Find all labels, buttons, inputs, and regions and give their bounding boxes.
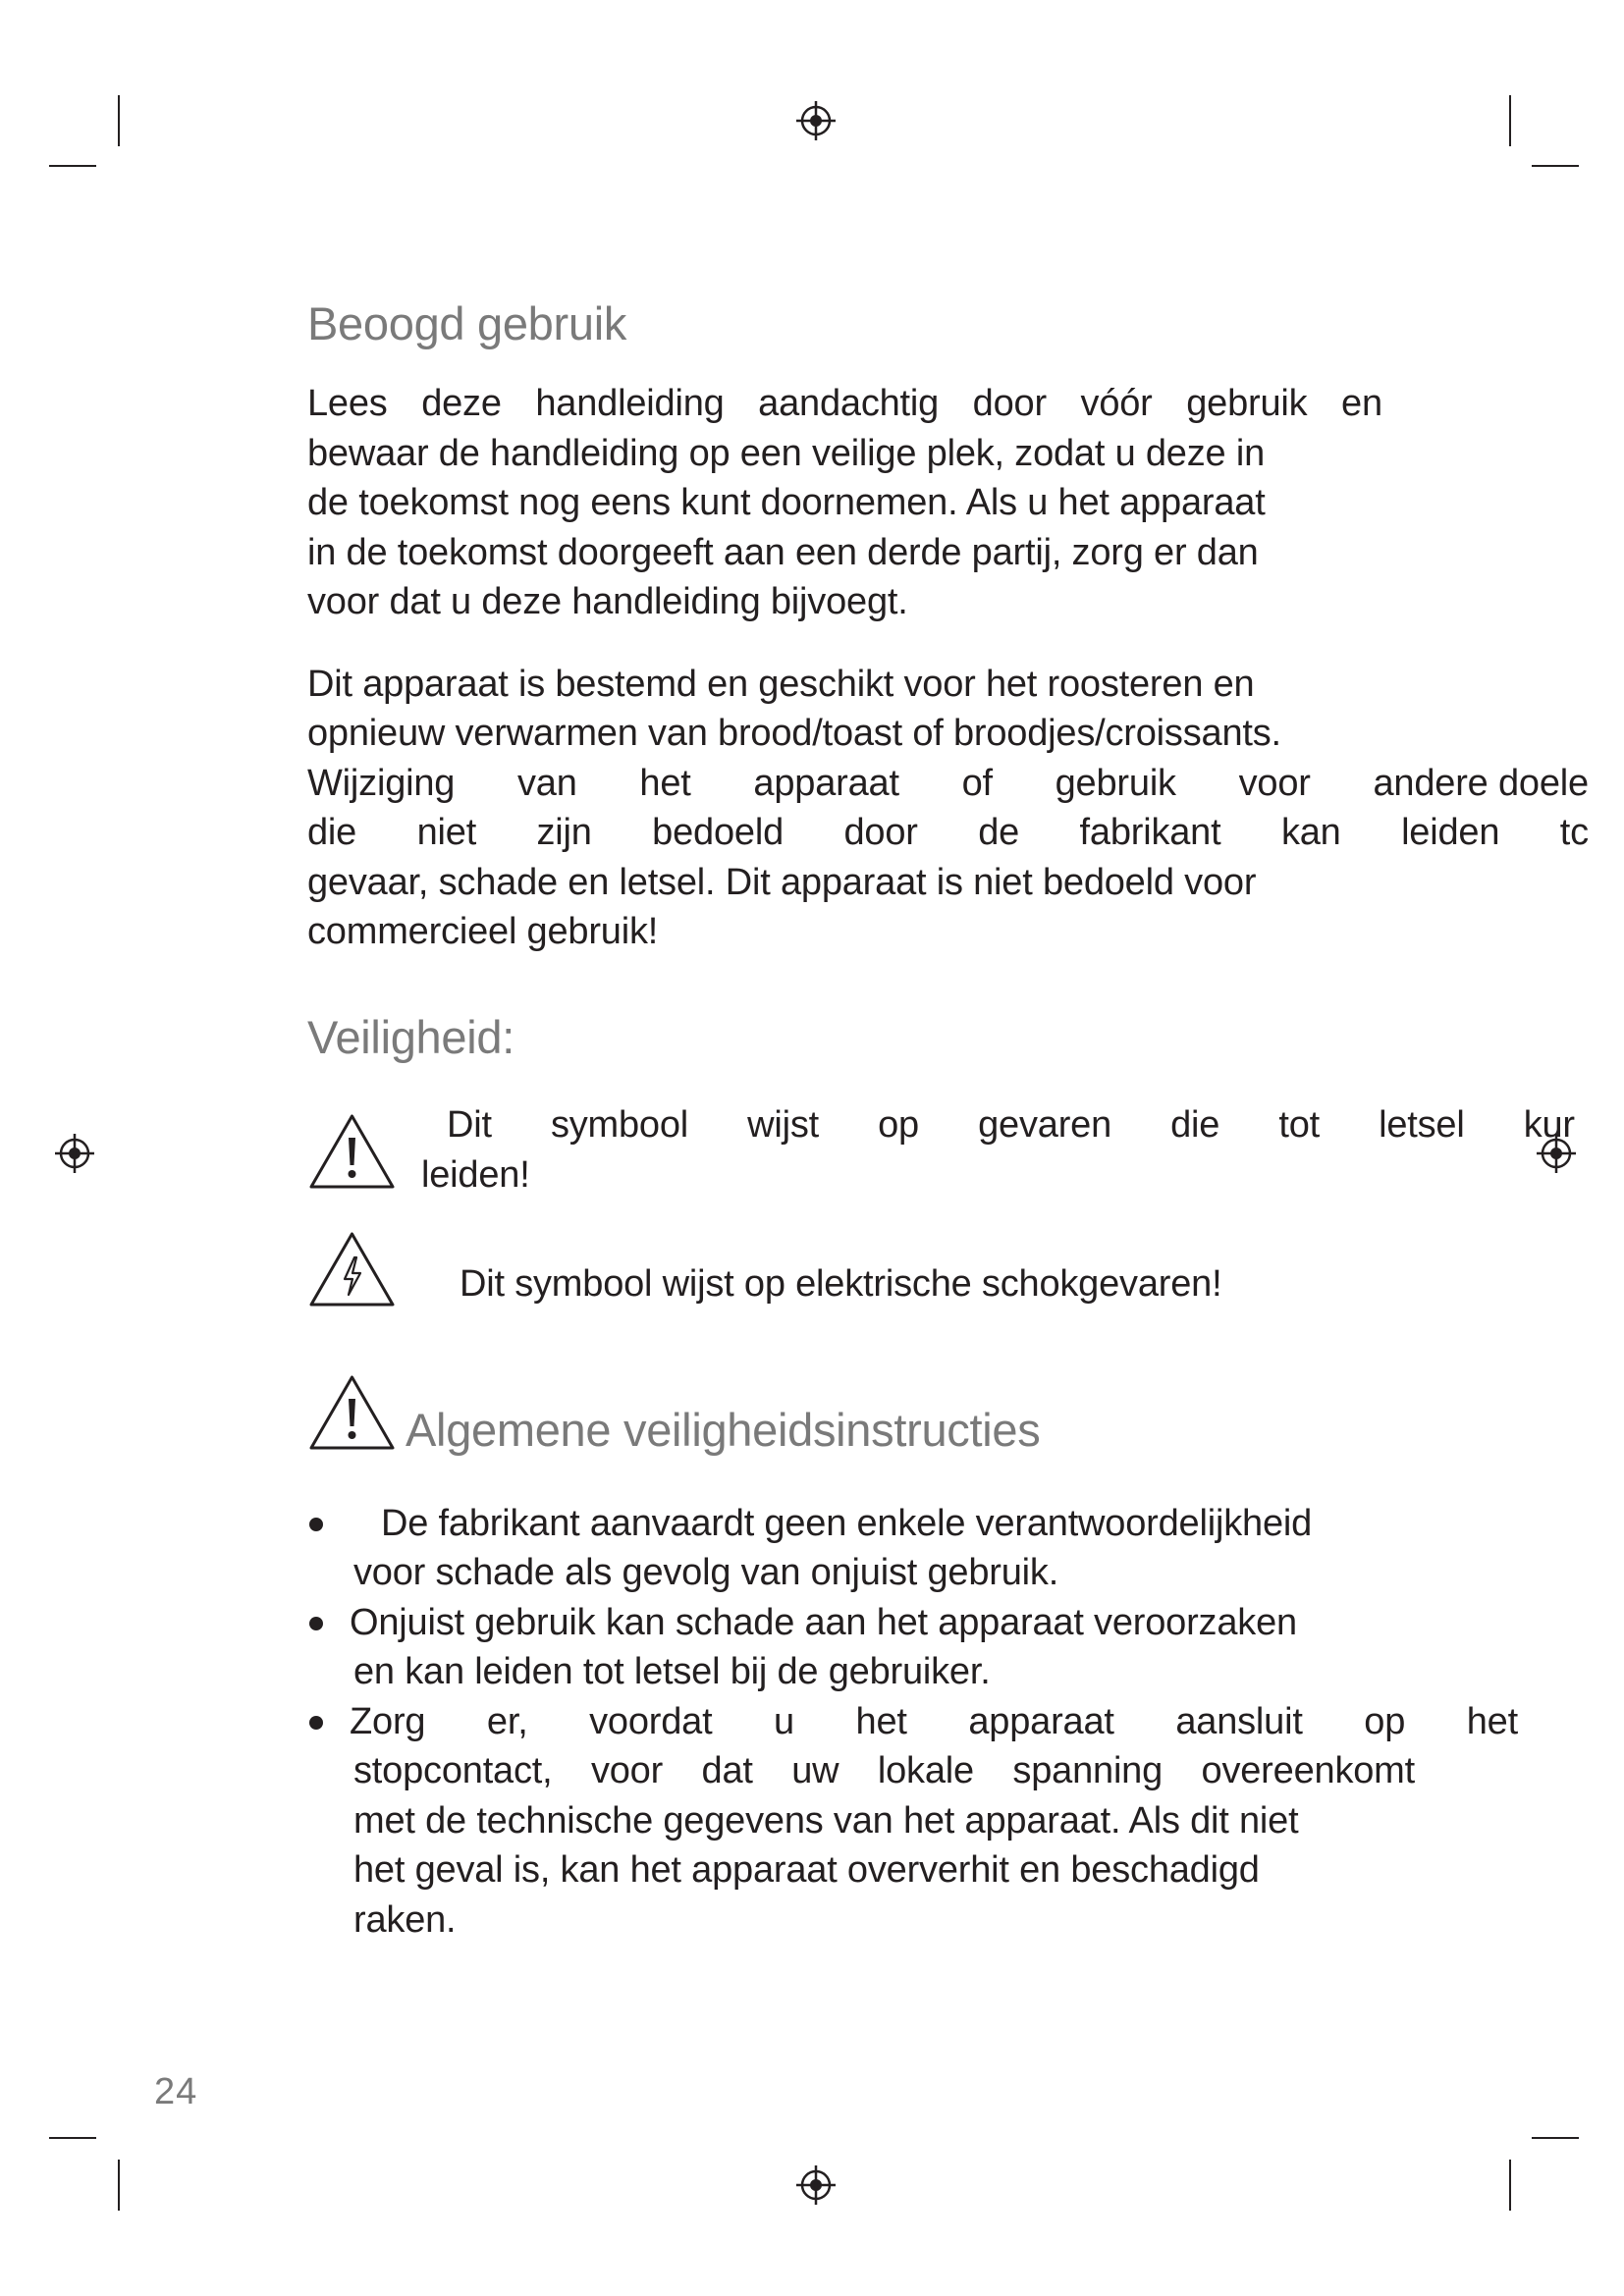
justified-line [307,808,1589,858]
justified-line [350,1697,1518,1747]
word: niet [416,812,477,853]
word: aansluit [1175,1700,1303,1742]
word: er, [486,1700,528,1742]
word: het [855,1700,907,1742]
text-line: bewaar de handleiding op een veilige plek, zodat u deze in [307,432,1266,474]
word: op [878,1103,919,1146]
warning-triangle-icon [307,1373,397,1452]
word: Zorg [350,1700,426,1742]
text-line: het geval is, kan het apparaat oververhit en beschadigd [353,1849,1260,1891]
crop-mark-bottom-right-vertical [1509,2160,1511,2211]
word: gebruik [1186,383,1308,424]
word: kur [1523,1103,1575,1146]
electric-shock-triangle-icon [307,1230,397,1308]
general-safety-heading-row [307,1371,1382,1460]
word: voordat [589,1700,713,1742]
word: het [639,762,691,804]
crop-mark-top-right-horizontal [1532,165,1579,167]
word: aandachtig [758,383,940,424]
word: door [972,383,1047,424]
word: en [1341,383,1382,424]
registration-mark-icon [794,99,838,142]
text-line: leiden! [421,1153,530,1196]
word: stopcontact, [353,1750,553,1791]
list-item-text [307,1598,1382,1697]
word: dat [701,1750,753,1791]
section-title-intended-use: Beoogd gebruik [307,297,627,349]
word: voor [590,1750,664,1791]
word: kan [1280,812,1341,853]
word: apparaat [753,762,899,804]
text-line: opnieuw verwarmen van brood/toast of broodjes/croissants. [307,713,1281,754]
word: tc [1559,812,1589,853]
word: handleiding [535,383,725,424]
word: letsel [1379,1103,1465,1146]
word: wijst [747,1103,820,1146]
warning-shock-row [307,1230,1382,1320]
intended-use-paragraph-1 [307,379,1382,627]
list-item-text [307,1499,1382,1598]
section-title-safety: Veiligheid: [307,1010,514,1063]
list-item [307,1697,1518,1946]
registration-mark-icon [53,1132,96,1175]
word: tot [1278,1103,1320,1146]
bullet-icon [309,1617,323,1630]
registration-mark-icon [794,2163,838,2207]
justified-line [421,1100,1575,1150]
word: Dit [447,1103,492,1146]
word: gevaren [978,1103,1112,1146]
list-item [307,1499,1382,1598]
justified-line [307,759,1589,809]
word: of [961,762,993,804]
text-line: commercieel gebruik! [307,911,659,952]
word: spanning [1012,1750,1164,1791]
word: die [307,812,357,853]
word: overeenkomt [1201,1750,1415,1791]
text-line: De fabrikant aanvaardt geen enkele verantwoordelijkheid [381,1502,1313,1544]
word: zijn [536,812,592,853]
word: u [774,1700,794,1742]
crop-mark-top-left-vertical [118,95,120,146]
text-line: in de toekomst doorgeeft aan een derde partij, zorg er dan [307,531,1259,573]
justified-line [307,379,1382,429]
text-line: en kan leiden tot letsel bij de gebruiker. [353,1651,991,1692]
word: door [843,812,918,853]
warning-injury-row [307,1100,1575,1204]
list-item [307,1598,1382,1697]
word: symbool [550,1103,689,1146]
word: voor [1238,762,1311,804]
text-line: raken. [353,1898,457,1941]
word: apparaat [968,1700,1114,1742]
word: leiden [1401,812,1500,853]
crop-mark-bottom-right-horizontal [1532,2137,1579,2139]
word: andere doele [1373,762,1589,804]
crop-mark-top-right-vertical [1509,95,1511,146]
word: die [1170,1103,1220,1146]
text-line: Dit apparaat is bestemd en geschikt voor het roosteren en [307,663,1255,705]
text-line: Onjuist gebruik kan schade aan het apparaat veroorzaken [350,1601,1297,1643]
word: van [517,762,577,804]
warning-injury-text [421,1100,1575,1201]
warning-shock-text: Dit symbool wijst op elektrische schokgevaren! [460,1262,1222,1305]
word: Lees [307,383,388,424]
text-line: voor dat u deze handleiding bijvoegt. [307,581,908,622]
bullet-icon [309,1518,323,1531]
crop-mark-bottom-left-horizontal [49,2137,96,2139]
word: deze [421,383,502,424]
crop-mark-top-left-horizontal [49,165,96,167]
general-safety-list [307,1499,1518,1946]
intended-use-paragraph-2 [307,660,1589,957]
crop-mark-bottom-left-vertical [118,2160,120,2211]
page-content [307,294,1589,1945]
word: lokale [877,1750,974,1791]
word: Wijziging [307,762,456,804]
word: het [1466,1700,1518,1742]
page-number: 24 [154,2071,198,2112]
word: uw [791,1750,839,1791]
word: gebruik [1055,762,1176,804]
justified-line [353,1746,1415,1796]
word: op [1364,1700,1406,1742]
text-line: gevaar, schade en letsel. Dit apparaat is niet bedoeld voor [307,861,1257,903]
warning-triangle-icon [307,1112,397,1191]
list-item-text [307,1697,1518,1946]
text-line: met de technische gegevens van het apparaat. Als dit niet [353,1799,1299,1842]
section-title-general-safety: Algemene veiligheidsinstructies [406,1403,1041,1456]
text-line: voor schade als gevolg van onjuist gebruik. [353,1552,1059,1593]
word: de [978,812,1020,853]
word: vóór [1080,383,1153,424]
text-line: de toekomst nog eens kunt doornemen. Als u het apparaat [307,482,1266,523]
bullet-icon [309,1716,323,1730]
word: fabrikant [1079,812,1221,853]
word: bedoeld [652,812,785,853]
